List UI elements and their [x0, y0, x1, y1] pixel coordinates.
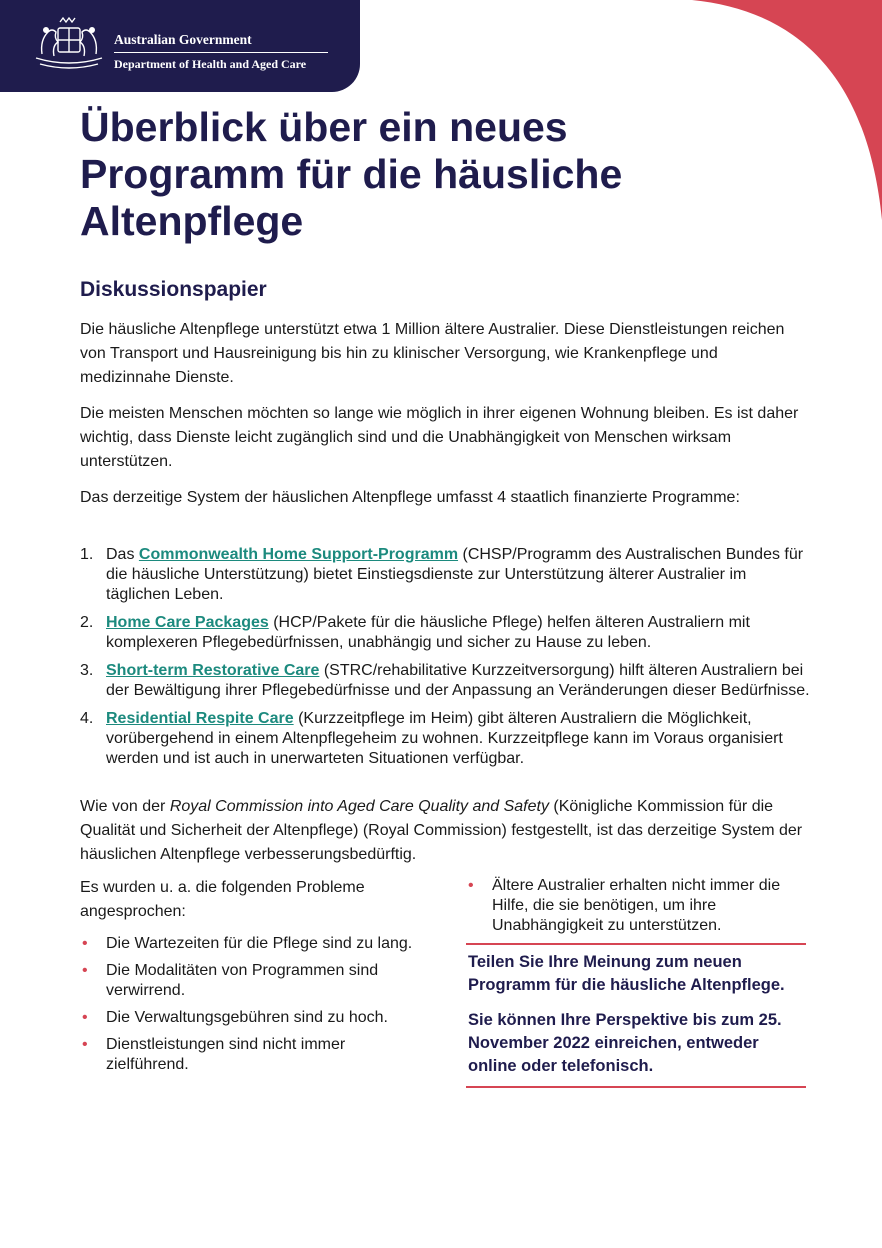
wordmark-divider	[114, 52, 328, 53]
list-number: 2.	[80, 614, 94, 631]
programs-list	[80, 545, 810, 777]
cta-line-1: Teilen Sie Ihre Meinung zum neuen Programm für die häusliche Altenpflege.	[468, 953, 785, 994]
government-wordmark	[114, 32, 328, 72]
problems-section	[80, 876, 420, 1082]
program-description: (HCP/Pakete für die häusliche Pflege) helfen älteren Australiern mit komplexeren Pflegebedürfnissen, unabhängig und sicher zu Hause zu leben.	[106, 614, 750, 651]
bullet-icon: •	[468, 877, 474, 894]
list-item	[80, 961, 420, 1001]
org-line-2: Department of Health and Aged Care	[114, 57, 307, 71]
list-item	[80, 545, 810, 605]
list-item	[80, 1008, 420, 1028]
page-subtitle: Diskussionspapier	[80, 278, 267, 301]
problems-list	[80, 934, 420, 1075]
problems-intro: Es wurden u. a. die folgenden Probleme angesprochen:	[80, 879, 365, 920]
program-description: (STRC/rehabilitative Kurzzeitversorgung) hilft älteren Australiern bei der Bewältigung ihrer Pflegebedürfnisse und der Anpassung an Veränderungen dieser Bedürfnisse.	[106, 662, 810, 699]
page-title: Überblick über ein neues Programm für die häusliche Altenpflege	[80, 104, 623, 244]
bullet-icon: •	[82, 1009, 88, 1026]
list-item	[80, 934, 420, 954]
home-care-packages-link[interactable]: Home Care Packages	[106, 614, 269, 631]
org-line-1: Australian Government	[114, 32, 252, 47]
rc-before: Wie von der	[80, 798, 170, 815]
bullet-icon: •	[82, 1036, 88, 1053]
government-header	[0, 0, 360, 92]
list-item	[80, 613, 810, 653]
right-column	[466, 876, 806, 1088]
call-to-action-box	[466, 943, 806, 1088]
list-number: 3.	[80, 662, 94, 679]
program-description: (CHSP/Programm des Australischen Bundes für die häusliche Unterstützung) bietet Einstiegsdienste zur Unterstützung älterer Australier im täglichen Leben.	[106, 546, 804, 603]
intro-paragraph-2: Die meisten Menschen möchten so lange wie möglich in ihrer eigenen Wohnung bleiben. Es ist daher wichtig, dass Dienste leicht zugänglich sind und die Unabhängigkeit von Menschen wirksam unterstützen.	[80, 405, 799, 470]
bullet-icon: •	[82, 935, 88, 952]
problem-text: Die Verwaltungsgebühren sind zu hoch.	[106, 1009, 388, 1026]
list-item	[466, 876, 806, 936]
problems-list-continued	[466, 876, 806, 936]
problem-text: Die Wartezeiten für die Pflege sind zu lang.	[106, 935, 413, 952]
coat-of-arms-icon	[30, 14, 108, 74]
program-prefix: Das	[106, 546, 139, 563]
intro-paragraph-3: Das derzeitige System der häuslichen Altenpflege umfasst 4 staatlich finanzierte Programme:	[80, 489, 740, 506]
problem-text: Ältere Australier erhalten nicht immer die Hilfe, die sie benötigen, um ihre Unabhängigkeit zu unterstützen.	[492, 877, 781, 934]
problem-text: Dienstleistungen sind nicht immer zielführend.	[106, 1036, 346, 1073]
intro-paragraph-1: Die häusliche Altenpflege unterstützt etwa 1 Million ältere Australier. Diese Dienstleistungen reichen von Transport und Hausreinigung bis hin zu klinischer Versorgung, wie Krankenpflege und medizinnahe Dienste.	[80, 321, 785, 386]
residential-respite-care-link[interactable]: Residential Respite Care	[106, 710, 294, 727]
short-term-restorative-care-link[interactable]: Short-term Restorative Care	[106, 662, 320, 679]
rc-title: Royal Commission into Aged Care Quality and Safety	[169, 798, 549, 815]
rc-after: (Königliche Kommission für die Qualität und Sicherheit der Altenpflege) (Royal Commission) festgestellt, ist das derzeitige System der häuslichen Altenpflege verbesserungsbedürftig.	[80, 798, 803, 863]
royal-commission-paragraph	[80, 795, 810, 867]
cta-line-2: Sie können Ihre Perspektive bis zum 25. November 2022 einreichen, entweder online oder telefonisch.	[468, 1011, 782, 1075]
list-number: 1.	[80, 546, 94, 563]
list-item	[80, 709, 810, 769]
program-description: (Kurzzeitpflege im Heim) gibt älteren Australiern die Möglichkeit, vorübergehend in einem Altenpflegeheim zu wohnen. Kurzzeitpflege kann im Voraus organisiert werden und ist auch in unerwarteten Situationen verfügbar.	[106, 710, 783, 767]
list-item	[80, 1035, 420, 1075]
list-number: 4.	[80, 710, 94, 727]
list-item	[80, 661, 810, 701]
chsp-link[interactable]: Commonwealth Home Support-Programm	[138, 546, 459, 563]
bullet-icon: •	[82, 962, 88, 979]
problem-text: Die Modalitäten von Programmen sind verwirrend.	[106, 962, 379, 999]
